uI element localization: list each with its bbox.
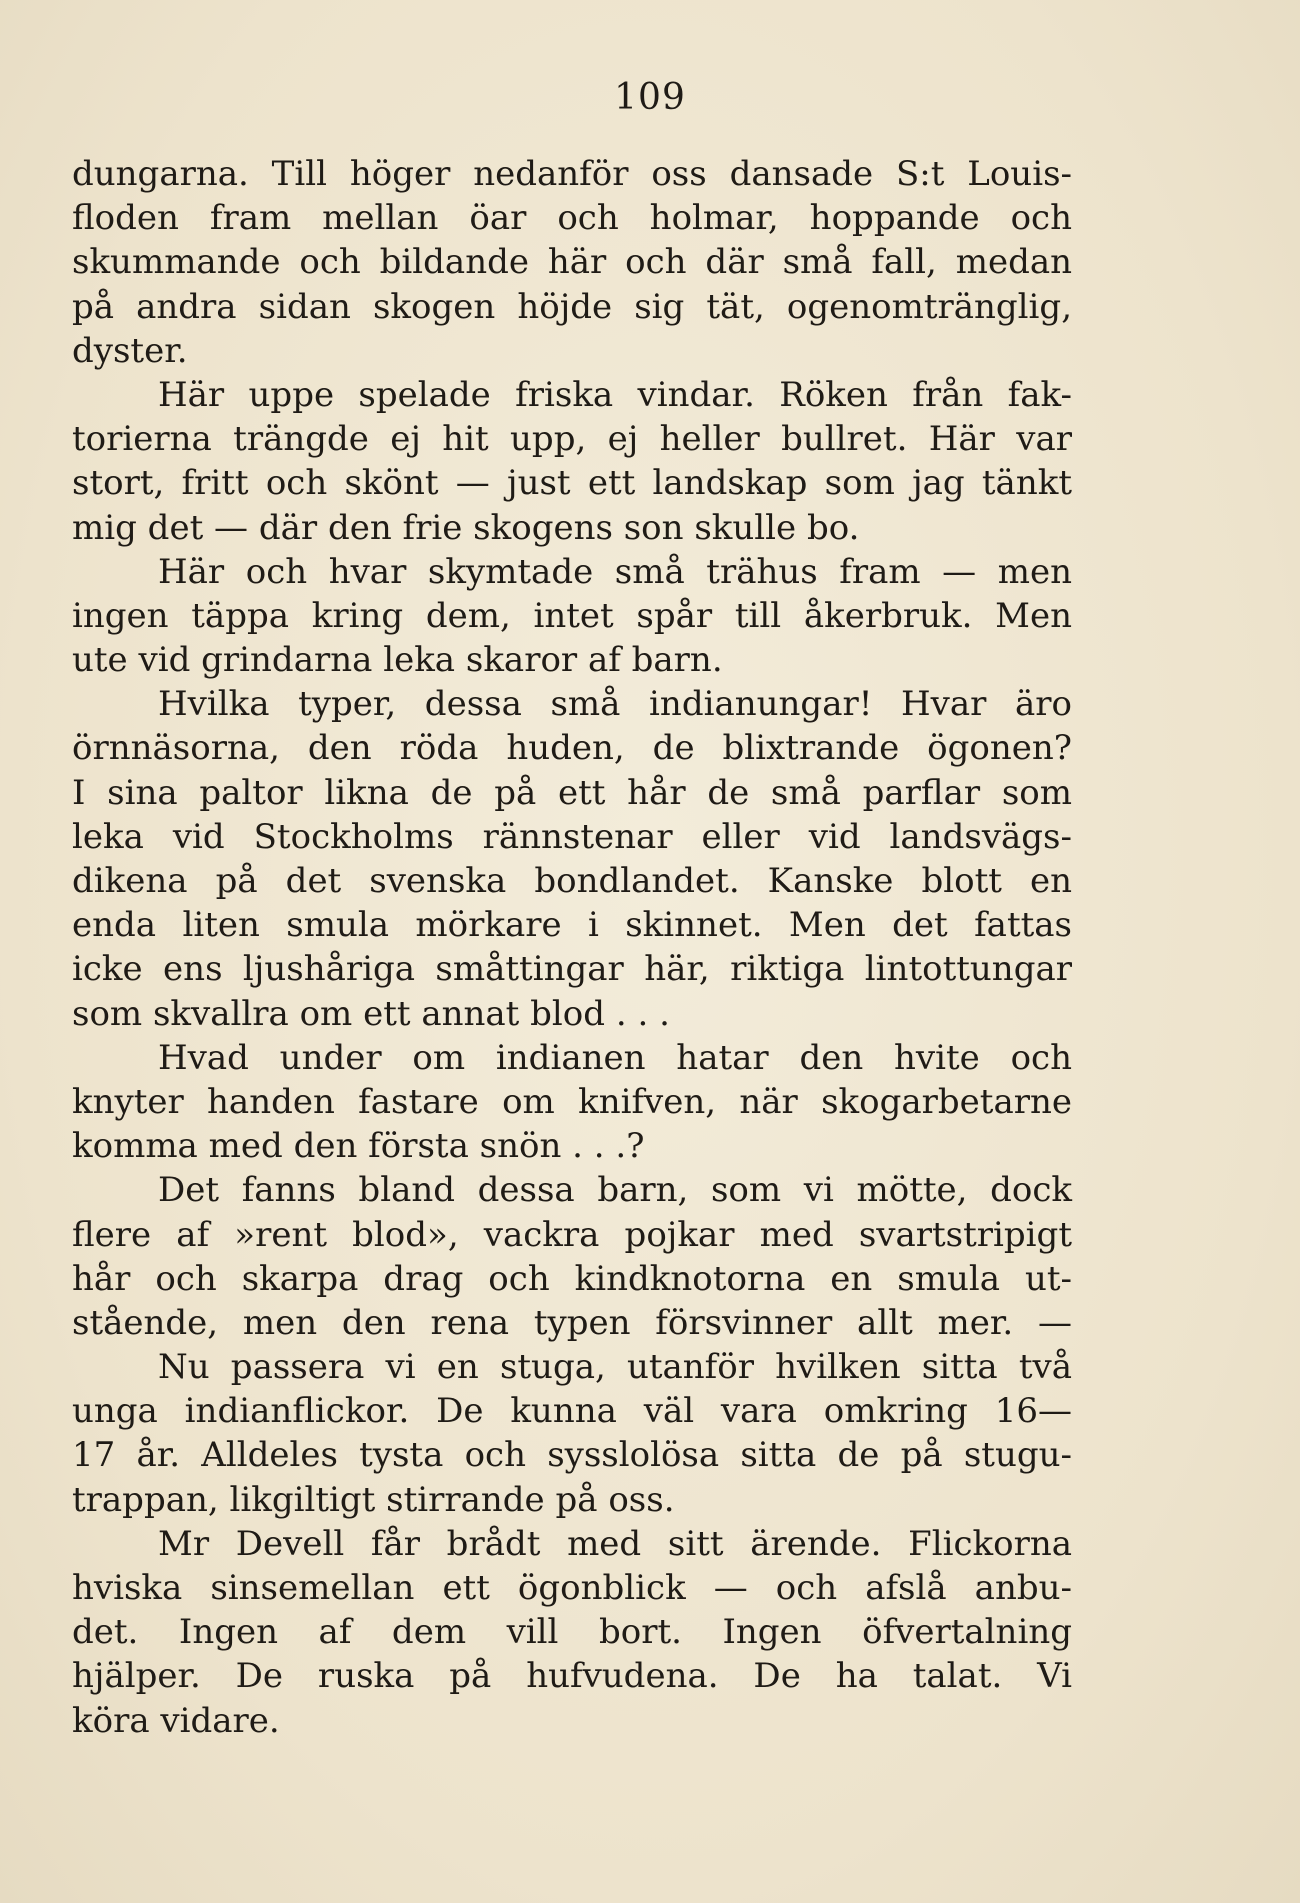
text-line: Det fanns bland dessa barn, som vi mötte, dock <box>158 1170 1072 1211</box>
text-line: dikena på det svenska bondlandet. Kanske blott en <box>72 861 1072 901</box>
text-line: stående, men den rena typen försvinner allt mer. — <box>72 1302 1072 1343</box>
text-line: som skvallra om ett annat blod . . . <box>72 993 670 1034</box>
text-line: köra vidare. <box>72 1700 280 1741</box>
text-line: torierna trängde ej hit upp, ej heller bullret. Här var <box>72 419 1072 460</box>
text-line: Nu passera vi en stuga, utanför hvilken sitta två <box>158 1347 1072 1388</box>
text-line: I sina paltor likna de på ett hår de små parflar som <box>72 772 1072 813</box>
text-line: Hvilka typer, dessa små indianungar! Hvar äro <box>158 684 1072 725</box>
text-line: på andra sidan skogen höjde sig tät, ogenomtränglig, <box>72 286 1072 327</box>
text-line: dyster. <box>72 330 188 371</box>
body-text <box>72 152 1072 1743</box>
text-line: Mr Devell får brådt med sitt ärende. Flickorna <box>158 1523 1072 1564</box>
text-line: flere af »rent blod», vackra pojkar med svartstripigt <box>72 1214 1072 1255</box>
text-line: 17 år. Alldeles tysta och sysslolösa sitta de på stugu- <box>72 1435 1072 1476</box>
text-line: ute vid grindarna leka skaror af barn. <box>72 640 723 681</box>
text-line: knyter handen fastare om knifven, när skogarbetarne <box>72 1081 1072 1122</box>
text-line: floden fram mellan öar och holmar, hoppande och <box>72 198 1072 239</box>
text-line: dungarna. Till höger nedanför oss dansade S:t Louis- <box>72 154 1072 194</box>
text-line: örnnäsorna, den röda huden, de blixtrande ögonen? <box>72 728 1072 769</box>
text-line: enda liten smula mörkare i skinnet. Men det fattas <box>72 905 1072 946</box>
text-line: stort, fritt och skönt — just ett landskap som jag tänkt <box>72 463 1072 504</box>
text-line: komma med den första snön . . .? <box>72 1126 645 1167</box>
text-line: det. Ingen af dem vill bort. Ingen öfvertalning <box>72 1612 1072 1653</box>
text-line: Här uppe spelade friska vindar. Röken från fak- <box>158 374 1072 415</box>
text-line: hjälper. De ruska på hufvudena. De ha talat. Vi <box>72 1656 1072 1697</box>
page-number: 109 <box>614 77 686 118</box>
text-line: hår och skarpa drag och kindknotorna en smula ut- <box>72 1258 1072 1299</box>
text-line: icke ens ljushåriga småttingar här, riktiga lintottungar <box>72 949 1072 990</box>
text-line: ingen täppa kring dem, intet spår till åkerbruk. Men <box>72 595 1072 636</box>
text-line: hviska sinsemellan ett ögonblick — och afslå anbu- <box>72 1568 1072 1608</box>
text-line: mig det — där den frie skogens son skulle bo. <box>72 507 860 548</box>
text-line: Hvad under om indianen hatar den hvite och <box>158 1037 1072 1078</box>
text-line: unga indianflickor. De kunna väl vara omkring 16— <box>72 1391 1072 1432</box>
text-line: leka vid Stockholms rännstenar eller vid landsvägs- <box>72 816 1072 857</box>
text-line: skummande och bildande här och där små fall, medan <box>72 242 1072 283</box>
text-line: Här och hvar skymtade små trähus fram — men <box>158 551 1072 592</box>
text-line: trappan, likgiltigt stirrande på oss. <box>72 1479 675 1520</box>
